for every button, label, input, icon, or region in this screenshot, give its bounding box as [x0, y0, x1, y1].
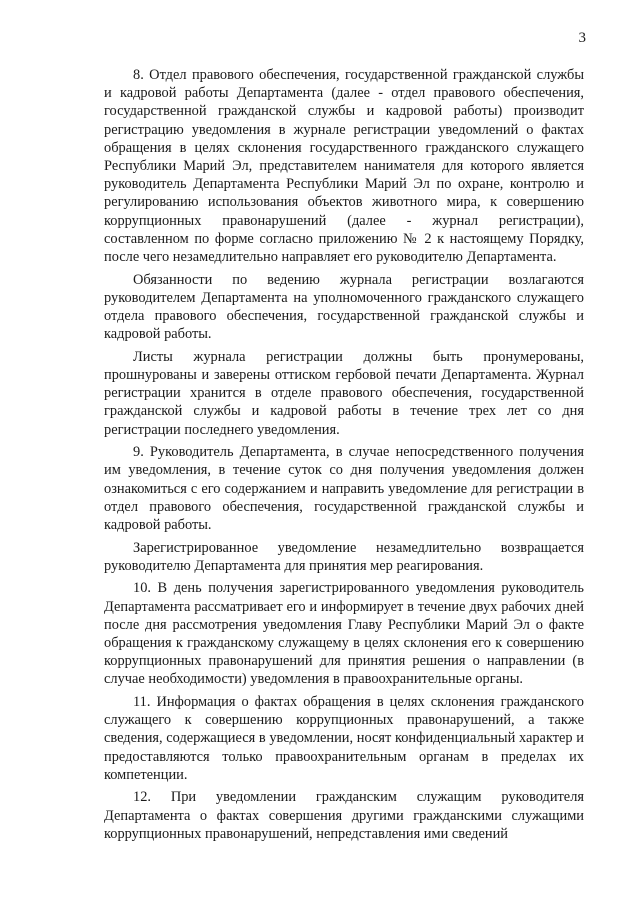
paragraph-11: 11. Информация о фактах обращения в целях склонения гражданского служащего к совершению коррупционных правонарушений, а также сведения, содержащиеся в уведомлении, носят конфиденциальный характер и предоставляются только правоохранительным органам в пределах их компетенции. [104, 694, 584, 783]
paragraph-10: 10. В день получения зарегистрированного уведомления руководитель Департамента рассматривает его и информирует в течение двух рабочих дней после дня рассмотрения уведомления Главу Республики Марий Эл о факте обращения к гражданскому служащему в целях склонения его к совершению коррупционных правонарушений для принятия решения о направлении (в случае необходимости) уведомления в правоохранительные органы. [104, 580, 584, 688]
paragraph-8: 8. Отдел правового обеспечения, государственной гражданской службы и кадровой работы Департамента (далее - отдел правового обеспечения, государственной гражданской службы и кадровой работы) производит регистрацию уведомления в журнале регистрации уведомлений о фактах обращения в целях склонения государственного гражданского служащего Республики Марий Эл, представителем нанимателя для которого является руководитель Департамента Республики Марий Эл по охране, контролю и регулированию использования объектов животного мира, к совершению коррупционных правонарушений (далее - журнал регистрации), составленном по форме согласно приложению № 2 к настоящему Порядку, после чего незамедлительно направляет его руководителю Департамента. [104, 67, 584, 266]
page-number: 3 [578, 30, 586, 46]
paragraph-registered-notice-return: Зарегистрированное уведомление незамедлительно возвращается руководителю Департамента для принятия мер реагирования. [104, 539, 584, 574]
paragraph-registration-duties: Обязанности по ведению журнала регистрации возлагаются руководителем Департамента на уполномоченного гражданского служащего отдела правового обеспечения, государственной гражданской службы и кадровой работы. [104, 271, 584, 343]
paragraph-9: 9. Руководитель Департамента, в случае непосредственного получения им уведомления, в течение суток со дня получения уведомления должен ознакомиться с его содержанием и направить уведомление для регистрации в отдел правового обеспечения, государственной гражданской службы и кадровой работы. [104, 444, 584, 534]
document-body [104, 66, 584, 847]
paragraph-12: 12. При уведомлении гражданским служащим руководителя Департамента о фактах совершения другими гражданскими служащими коррупционных правонарушений, непредставления ими сведений [104, 789, 584, 842]
paragraph-journal-sheets: Листы журнала регистрации должны быть пронумерованы, прошнурованы и заверены оттиском гербовой печати Департамента. Журнал регистрации хранится в отделе правового обеспечения, государственной гражданской службы и кадровой работы в течение трех лет со дня регистрации последнего уведомления. [104, 348, 584, 438]
